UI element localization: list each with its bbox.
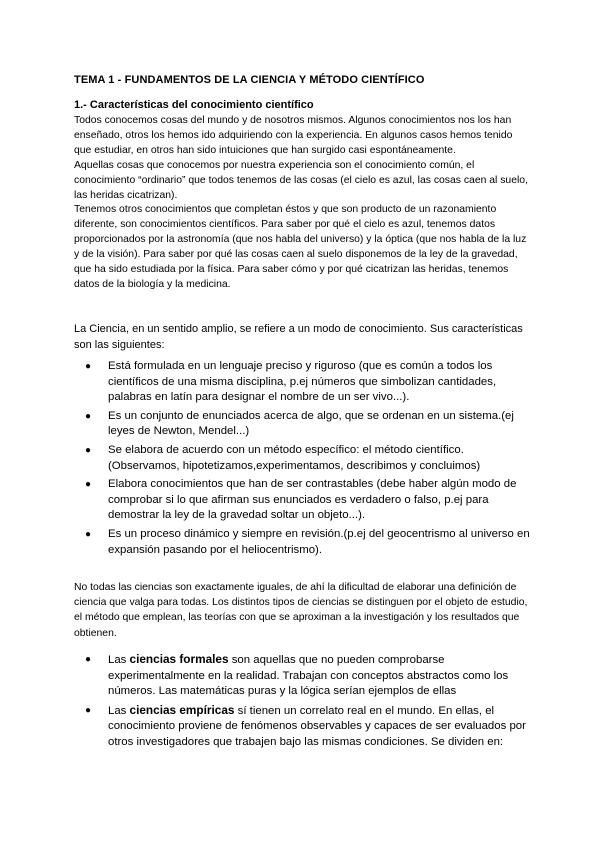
paragraph: No todas las ciencias son exactamente iguales, de ahí la dificultad de elaborar una definición de ciencia que valga para todas. Los distintos tipos de ciencias se distinguen por el objeto de estudio, el método que emplean, las teorías con que se aproximan a la investigación y los resultados que obtienen. bbox=[74, 582, 528, 639]
list-item bbox=[82, 527, 532, 558]
paragraph: Todos conocemos cosas del mundo y de nosotros mismos. Algunos conocimientos nos los han enseñado, otros los hemos ido adquiriendo con la experiencia. En algunos casos hemos tenido que estudiar, en otros han sido intuiciones que han surgido casi espontáneamente. bbox=[74, 115, 513, 156]
list-item-text: son aquellas que no pueden comprobarse experimentalmente en la realidad. Trabajan con conceptos abstractos como los números. Las matemáticas puras y la lógica serían ejemplos de ellas bbox=[108, 654, 509, 698]
section-heading: 1.- Características del conocimiento científico bbox=[74, 99, 314, 111]
list-item-prefix: Las bbox=[108, 654, 130, 666]
bullet-icon: ● bbox=[85, 704, 92, 716]
bullet-icon: ● bbox=[85, 410, 92, 422]
section-intro bbox=[74, 114, 530, 293]
paragraph: La Ciencia, en un sentido amplio, se refiere a un modo de conocimiento. Sus características son las siguientes: bbox=[74, 323, 523, 351]
list-item bbox=[82, 652, 532, 700]
list-item bbox=[82, 477, 532, 524]
bullet-icon: ● bbox=[85, 444, 92, 456]
bullet-icon: ● bbox=[85, 479, 92, 491]
list-item-text: Se elabora de acuerdo con un método específico: el método científico.(Observamos, hipotetizamos,experimentamos, describimos y concluimos) bbox=[108, 443, 481, 472]
list-item-text: Está formulada en un lenguaje preciso y riguroso (que es común a todos los científicos de una misma disciplina, p.ej números que simbolizan cantidades, palabras en latín para designar el nombre de un ser vivo...). bbox=[108, 360, 497, 404]
characteristics-list bbox=[82, 359, 532, 561]
list-item-term: ciencias formales bbox=[129, 652, 229, 666]
bullet-icon: ● bbox=[85, 654, 92, 665]
document-title: TEMA 1 - FUNDAMENTOS DE LA CIENCIA Y MÉTODO CIENTÍFICO bbox=[74, 74, 425, 86]
bullet-icon: ● bbox=[85, 361, 92, 372]
list-item-term: ciencias empíricas bbox=[129, 702, 235, 717]
list-item-text: sí tienen un correlato real en el mundo. En ellas, el conocimiento proviene de fenómenos observables y capaces de ser evaluados por otros investigadores que trabajen bajo las mismas condiciones. Se dividen en: bbox=[108, 704, 526, 748]
list-item-text: Elabora conocimientos que han de ser contrastables (debe haber algún modo de comprobar si lo que afirman sus enunciados es verdadero o falso, p.ej para demostrar la ley de la gravedad soltar un objeto...). bbox=[108, 478, 517, 522]
science-types-list bbox=[82, 652, 532, 754]
list-item bbox=[82, 703, 532, 751]
paragraph: Tenemos otros conocimientos que completan éstos y que son producto de un razonamiento diferente, son conocimientos científicos. Para saber por qué el cielo es azul, tenemos datos proporcionados por la astronomía (que nos habla del universo) y la óptica (que nos habla de la luz y de la visión). Para saber por qué las cosas caen al suelo disponemos de la ley de la gravedad, que ha sido estudiada por la física. Para saber cómo y por qué cicatrizan las heridas, tenemos datos de la biología y la medicina. bbox=[74, 204, 527, 290]
list-item bbox=[82, 443, 532, 474]
list-item-text: Es un conjunto de enunciados acerca de algo, que se ordenan en un sistema.(ej leyes de Newton, Mendel...) bbox=[108, 409, 514, 438]
bullet-icon: ● bbox=[85, 528, 92, 540]
list-item bbox=[82, 409, 532, 440]
list-item bbox=[82, 359, 532, 406]
paragraph: Aquellas cosas que conocemos por nuestra experiencia son el conocimiento común, el conocimiento “ordinario” que todos tenemos de las cosas (el cielo es azul, las cosas caen al suelo, las heridas cicatrizan). bbox=[74, 159, 528, 201]
list-item-text: Es un proceso dinámico y siempre en revisión.(p.ej del geocentrismo al universo en expansión pasando por el heliocentrismo). bbox=[108, 527, 530, 556]
diversity-paragraph bbox=[74, 580, 530, 641]
science-intro bbox=[74, 322, 530, 353]
list-item-prefix: Las bbox=[108, 704, 130, 717]
